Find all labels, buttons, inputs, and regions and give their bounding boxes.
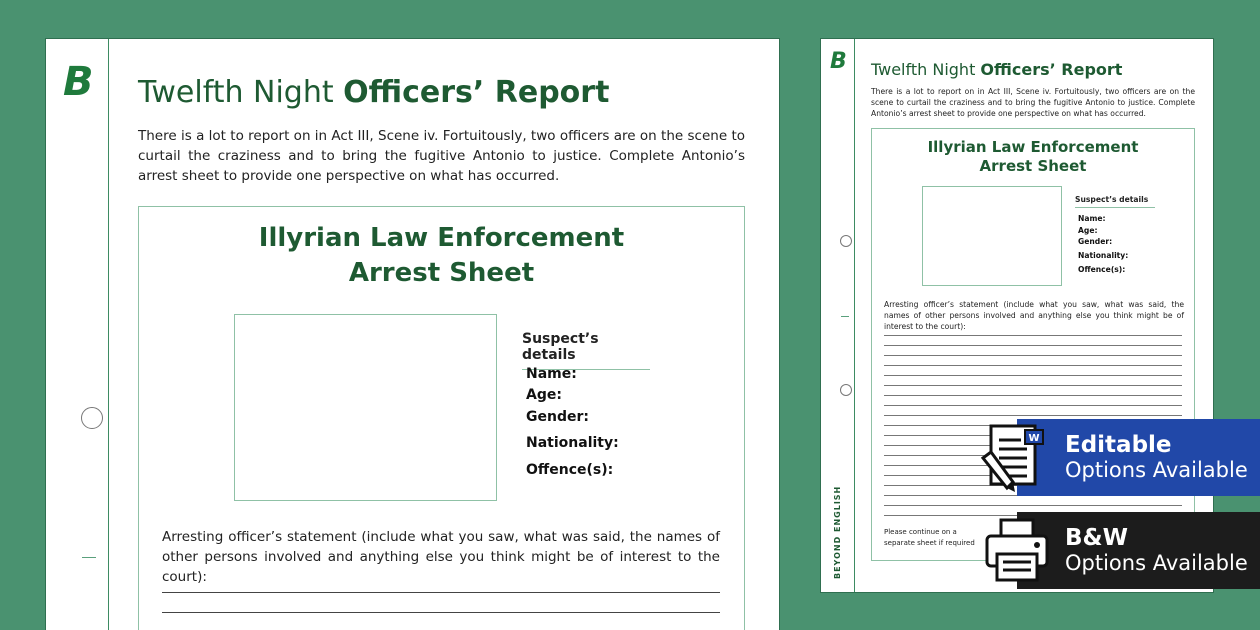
title-bold: Officers’ Report	[980, 60, 1123, 79]
page-title-small	[871, 60, 1122, 79]
writing-line	[884, 335, 1182, 336]
bw-badge-subtitle: Options Available	[1065, 550, 1248, 575]
page-title	[138, 75, 609, 110]
title-bold: Officers’ Report	[343, 75, 610, 110]
field-name: Name:	[1078, 214, 1106, 223]
document-preview-large	[45, 38, 780, 630]
margin-line	[854, 39, 855, 592]
brand-logo: B	[63, 59, 94, 105]
suspect-details-heading: Suspect’s details	[522, 331, 650, 370]
field-offences: Offence(s):	[1078, 265, 1126, 274]
svg-text:W: W	[1028, 433, 1040, 444]
editable-badge-subtitle: Options Available	[1065, 457, 1248, 482]
editable-options-badge[interactable]	[1017, 419, 1260, 496]
writing-line	[884, 505, 1182, 506]
suspect-details-heading: Suspect’s details	[1075, 195, 1155, 208]
writing-line	[162, 612, 720, 613]
editable-badge-title: Editable	[1065, 431, 1172, 458]
field-offences: Offence(s):	[526, 462, 614, 478]
field-nationality: Nationality:	[1078, 251, 1129, 260]
bw-options-badge[interactable]	[1017, 512, 1260, 589]
binder-hole	[81, 407, 103, 429]
writing-line	[884, 395, 1182, 396]
writing-line	[884, 345, 1182, 346]
document-preview-small	[820, 38, 1214, 593]
bw-badge-title: B&W	[1065, 524, 1128, 551]
printer-icon	[981, 516, 1053, 586]
continue-note-line1: Please continue on a	[884, 528, 957, 536]
suspect-photo-box	[234, 314, 497, 501]
binder-hole	[840, 235, 852, 247]
binder-hole	[840, 384, 852, 396]
title-plain: Twelfth Night	[138, 75, 344, 110]
writing-line	[884, 385, 1182, 386]
writing-line	[884, 375, 1182, 376]
sheet-title-line2: Arrest Sheet	[348, 258, 535, 288]
officer-statement-prompt: Arresting officer’s statement (include what you saw, what was said, the names of other persons involved and anything else you think might be of interest to the court):	[884, 300, 1184, 331]
bw-badge-text	[1065, 526, 1248, 575]
suspect-photo-box	[922, 186, 1062, 286]
intro-text-small: There is a lot to report on in Act III, Scene iv. Fortuitously, two officers are on the scene to curtail the craziness and to bring the fugitive Antonio to justice. Complete Antonio’s arrest sheet to provide one perspective on what has occurred.	[871, 87, 1195, 118]
margin-tick	[82, 557, 96, 558]
editable-badge-text	[1065, 433, 1248, 482]
sheet-title-line1: Illyrian Law Enforcement	[927, 138, 1139, 156]
sheet-title-line1: Illyrian Law Enforcement	[258, 223, 625, 253]
writing-line	[884, 355, 1182, 356]
arrest-sheet-small	[871, 128, 1195, 561]
field-age: Age:	[1078, 226, 1098, 235]
field-nationality: Nationality:	[526, 435, 619, 451]
writing-line	[162, 592, 720, 593]
field-gender: Gender:	[1078, 237, 1113, 246]
sheet-title-line2: Arrest Sheet	[979, 157, 1087, 175]
margin-tick	[841, 316, 849, 317]
vertical-brand-text: BEYOND ENGLISH	[833, 485, 842, 579]
arrest-sheet	[138, 206, 745, 630]
intro-text: There is a lot to report on in Act III, Scene iv. Fortuitously, two officers are on the scene to curtail the craziness and to bring the fugitive Antonio to justice. Complete Antonio’s arrest sheet to provide one perspective on what has occurred.	[138, 128, 745, 184]
writing-line	[884, 365, 1182, 366]
word-document-icon	[977, 422, 1049, 494]
field-gender: Gender:	[526, 409, 589, 425]
field-name: Name:	[526, 366, 577, 382]
writing-line	[884, 415, 1182, 416]
margin-line	[108, 39, 109, 630]
officer-statement-prompt: Arresting officer’s statement (include what you saw, what was said, the names of other persons involved and anything else you think might be of interest to the court):	[162, 529, 720, 585]
writing-line	[884, 405, 1182, 406]
continue-note-line2: separate sheet if required	[884, 539, 975, 547]
brand-logo: B	[830, 49, 847, 74]
title-plain: Twelfth Night	[871, 60, 981, 79]
field-age: Age:	[526, 387, 562, 403]
